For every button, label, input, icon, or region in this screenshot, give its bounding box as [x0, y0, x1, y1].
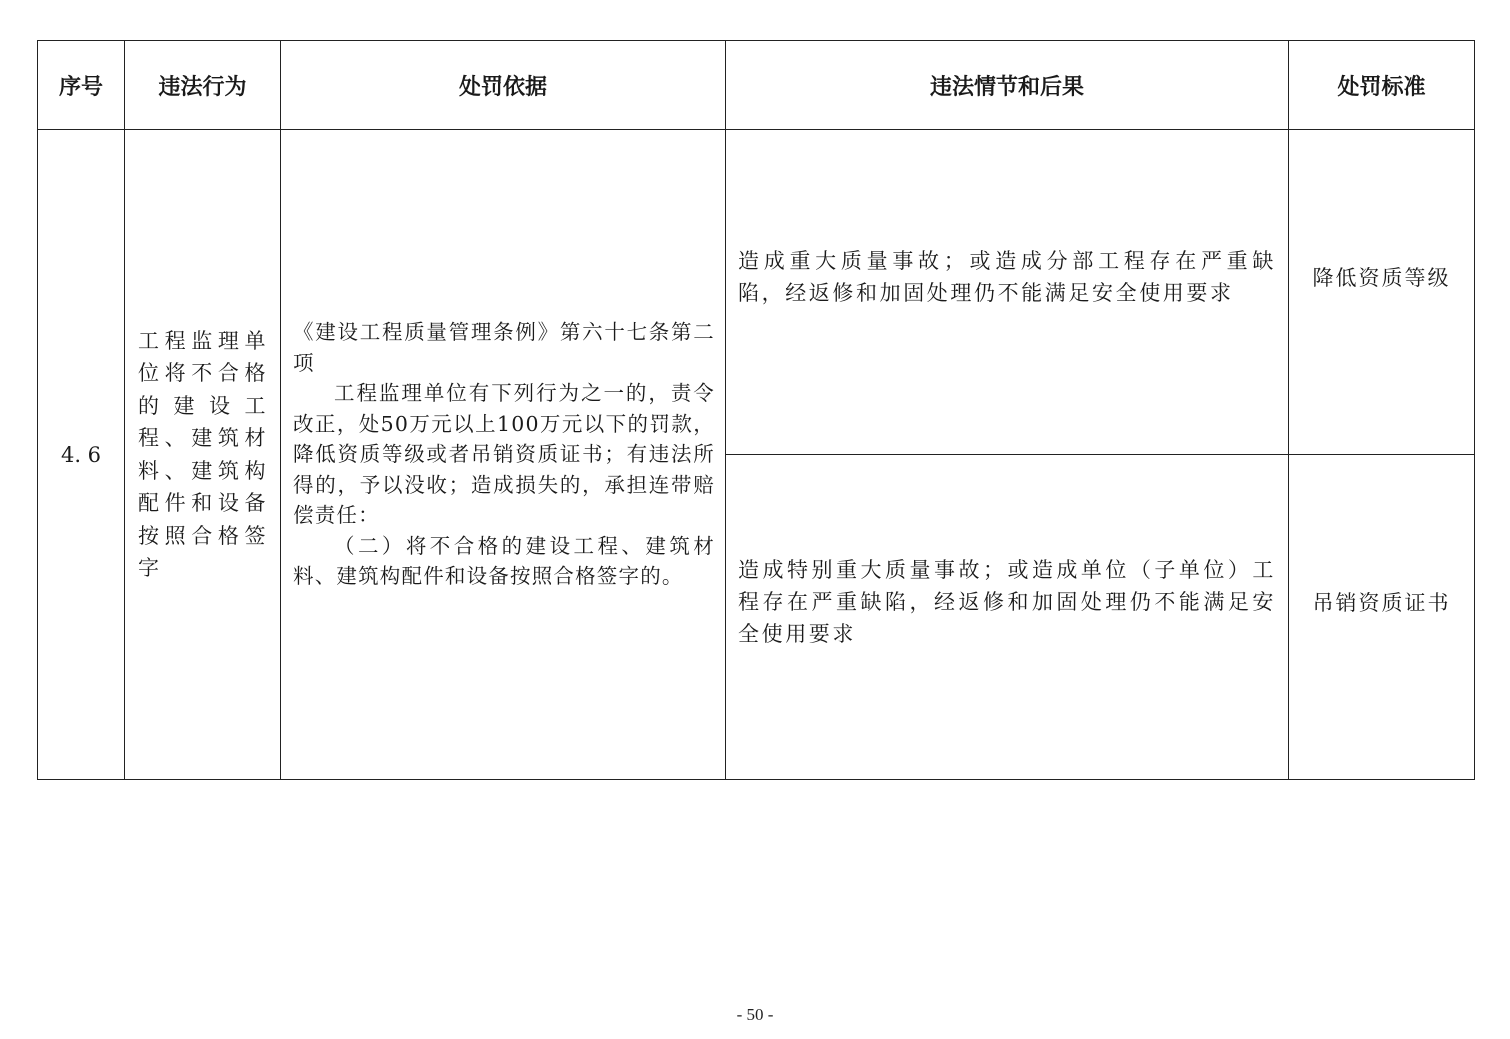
behavior-text: 工程监理单位将不合格的建设工程、建筑材料、建筑构配件和设备按照合格签字 — [138, 328, 270, 580]
standard-text-2: 吊销资质证书 — [1312, 591, 1451, 615]
basis-cell — [281, 130, 726, 780]
table-row — [38, 130, 1475, 455]
header-circumstances: 违法情节和后果 — [726, 41, 1289, 130]
basis-paragraph: 工程监理单位有下列行为之一的，责令改正，处50万元以上100万元以下的罚款，降低资质等级或者吊销资质证书；有违法所得的，予以没收；造成损失的，承担连带赔偿责任： — [293, 381, 715, 528]
circumstance-text-1: 造成重大质量事故；或造成分部工程存在严重缺陷，经返修和加固处理仍不能满足安全使用要求 — [738, 249, 1276, 305]
basis-item: （二）将不合格的建设工程、建筑材料、建筑构配件和设备按照合格签字的。 — [293, 533, 715, 589]
table-header-row — [38, 41, 1475, 130]
standard-text-1: 降低资质等级 — [1312, 266, 1451, 290]
circumstance-cell-1 — [726, 130, 1289, 455]
behavior-cell — [125, 130, 281, 780]
basis-title: 《建设工程质量管理条例》第六十七条第二项 — [293, 320, 715, 375]
header-basis: 处罚依据 — [281, 41, 726, 130]
header-standard: 处罚标准 — [1289, 41, 1475, 130]
seq-cell — [38, 130, 125, 780]
header-behavior: 违法行为 — [125, 41, 281, 130]
circumstance-text-2: 造成特别重大质量事故；或造成单位（子单位）工程存在严重缺陷，经返修和加固处理仍不能满足安全使用要求 — [738, 558, 1276, 646]
header-seq: 序号 — [38, 41, 125, 130]
page-number: - 50 - — [736, 1005, 774, 1024]
standard-cell-2 — [1289, 455, 1475, 780]
seq-value: 4. 6 — [60, 442, 102, 467]
circumstance-cell-2 — [726, 455, 1289, 780]
standard-cell-1 — [1289, 130, 1475, 455]
basis-content — [281, 317, 725, 592]
penalty-table — [37, 40, 1475, 780]
